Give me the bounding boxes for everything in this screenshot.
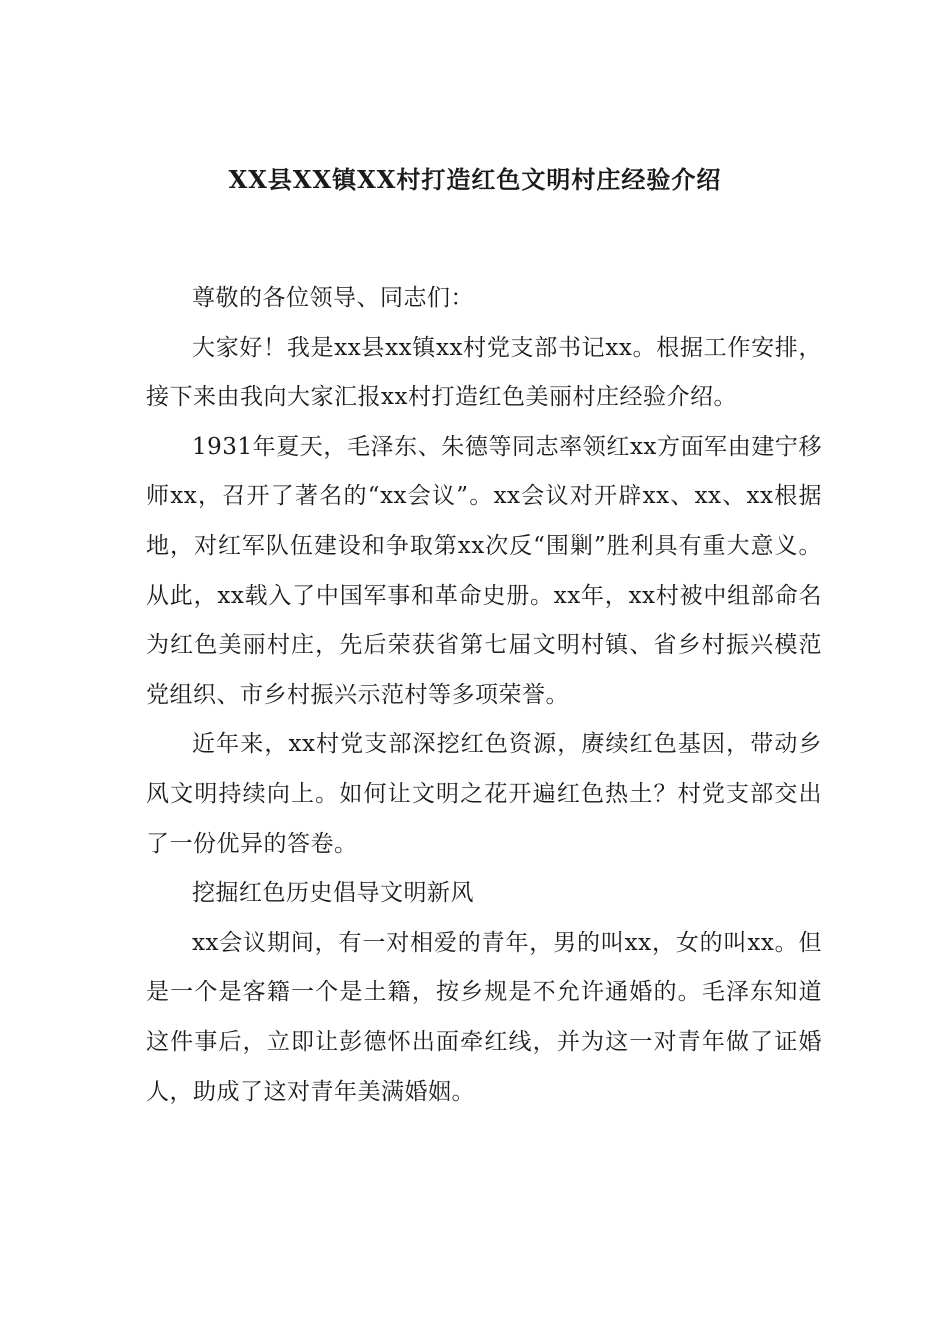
salutation: 尊敬的各位领导、同志们：	[192, 285, 474, 311]
paragraph-intro: 大家好！我是xx县xx镇xx村党支部书记xx。根据工作安排，接下来由我向大家汇报xx村打造红色美丽村庄经验介绍。	[146, 334, 822, 411]
document-title: XX县XX镇XX村打造红色文明村庄经验介绍	[228, 165, 722, 194]
section-heading: 挖掘红色历史倡导文明新风	[192, 880, 474, 907]
paragraph-story: xx会议期间，有一对相爱的青年，男的叫xx，女的叫xx。但是一个是客籍一个是土籍，按乡规是不允许通婚的。毛泽东知道这件事后，立即让彭德怀出面牵红线，并为这一对青年做了证婚人，助成了这对青年美满婚姻。	[146, 929, 822, 1105]
paragraph-history: 1931年夏天，毛泽东、朱德等同志率领红xx方面军由建宁移师xx，召开了著名的“xx会议”。xx会议对开辟xx、xx、xx根据地，对红军队伍建设和争取第xx次反“围剿”胜利具有重大意义。从此，xx载入了中国军事和革命史册。xx年，xx村被中组部命名为红色美丽村庄，先后荣获省第七届文明村镇、省乡村振兴模范党组织、市乡村振兴示范村等多项荣誉。	[146, 433, 822, 708]
document-body	[146, 274, 822, 1117]
paragraph-recent-years: 近年来，xx村党支部深挖红色资源，赓续红色基因，带动乡风文明持续向上。如何让文明之花开遍红色热土？村党支部交出了一份优异的答卷。	[146, 731, 822, 857]
